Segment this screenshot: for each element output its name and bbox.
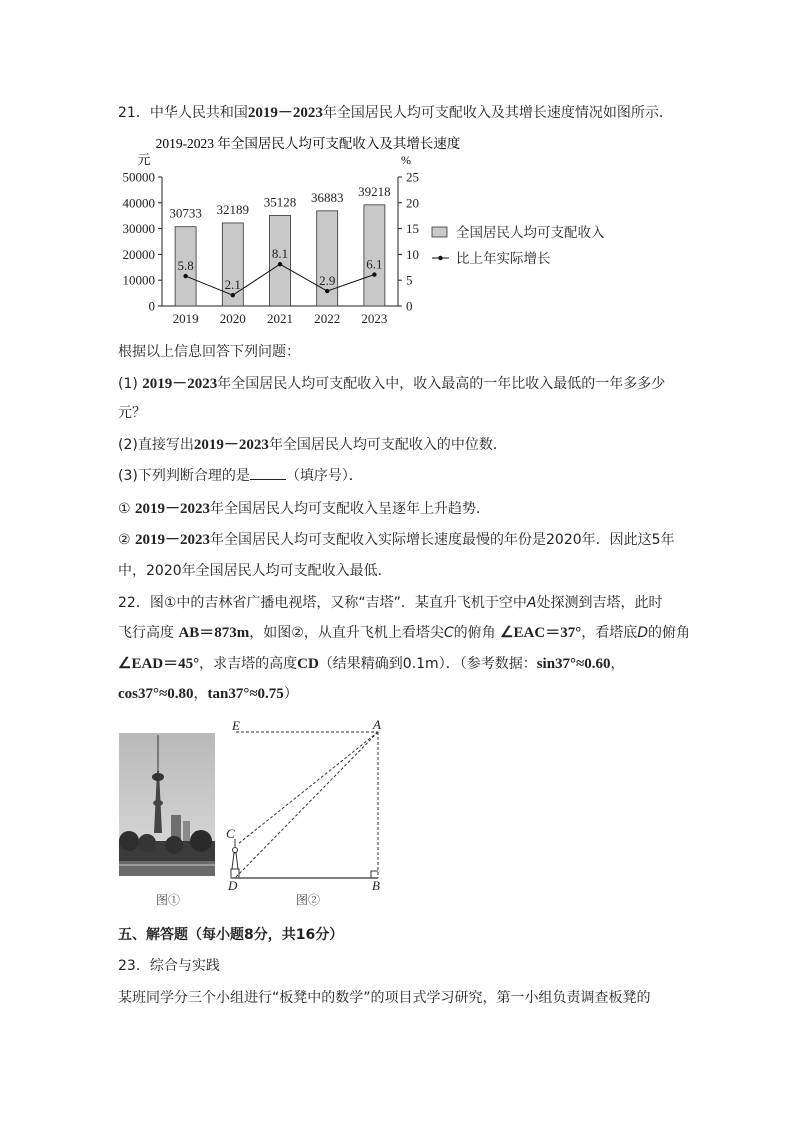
q23-title: 23．综合与实践 (118, 958, 220, 974)
point-a-label: A (373, 717, 381, 732)
tower-icon (231, 839, 239, 878)
q22-line1: 22．图①中的吉林省广播电视塔，又称“吉塔”．某直升飞机于空中A处探测到吉塔，此时 (118, 595, 663, 611)
growth-point (231, 293, 235, 297)
left-tick-label: 50000 (122, 169, 155, 185)
left-tick-label: 30000 (122, 221, 155, 237)
left-tick-label: 0 (148, 298, 155, 314)
growth-point (325, 289, 329, 293)
chart-title: 2019-2023 年全国居民人均可支配收入及其增长速度 (155, 136, 461, 151)
q23-line1: 某班同学分三个小组进行“板凳中的数学”的项目式学习研究，第一小组负责调查板凳的 (118, 990, 651, 1006)
income-bar (364, 205, 385, 306)
right-tick-label: 15 (406, 221, 419, 237)
right-axis-unit: % (401, 153, 411, 167)
income-bar-label: 35128 (263, 194, 297, 210)
right-tick-label: 25 (406, 169, 419, 185)
income-bar-label: 36883 (310, 189, 344, 205)
right-tick-label: 10 (406, 246, 419, 262)
income-bar-label: 32189 (216, 201, 250, 217)
growth-point-label: 5.8 (177, 258, 194, 274)
income-bar-label: 30733 (169, 205, 202, 221)
right-tick-label: 5 (406, 272, 413, 288)
growth-point-label: 6.1 (366, 256, 383, 272)
q22-line4: cos37°≈0.80，tan37°≈0.75） (118, 686, 298, 702)
q22-line3: ∠EAD＝45°，求吉塔的高度CD（结果精确到0.1m）．（参考数据：sin37°≈0.60， (118, 656, 625, 672)
section-5-title: 五、解答题（每小题8分，共16分） (118, 927, 344, 943)
point-d-label: D (228, 878, 238, 893)
growth-point (372, 272, 376, 276)
geometry-diagram (222, 717, 397, 912)
left-tick-label: 40000 (122, 195, 155, 211)
q21-option-2: ② 2019－2023年全国居民人均可支配收入实际增长速度最慢的年份是2020年．因此这5年 (118, 532, 675, 548)
x-tick-label: 2022 (314, 311, 341, 326)
q21-sub3: (3)下列判断合理的是 （填序号）． (118, 468, 363, 484)
right-tick-label: 20 (406, 195, 419, 211)
left-tick-label: 20000 (122, 246, 155, 262)
income-chart (108, 130, 628, 330)
q21-prompt: 根据以上信息回答下列问题： (118, 344, 300, 360)
growth-point (278, 262, 282, 266)
q21-sub1: (1) 2019－2023年全国居民人均可支配收入中，收入最高的一年比收入最低的一年多多少 (118, 376, 666, 392)
q21-intro: 21．中华人民共和国2019－2023年全国居民人均可支配收入及其增长速度情况如图所示． (118, 105, 673, 121)
figure-1-caption: 图① (156, 893, 181, 907)
answer-blank (250, 466, 286, 480)
x-tick-label: 2021 (267, 311, 293, 326)
legend-line-marker (438, 256, 442, 260)
growth-point (183, 274, 187, 278)
point-c-label: C (226, 826, 235, 841)
x-tick-label: 2020 (219, 311, 246, 326)
year-range: 2019－2023 (247, 105, 323, 121)
legend-line-label: 比上年实际增长 (456, 251, 551, 266)
right-tick-label: 0 (406, 298, 413, 314)
growth-point-label: 2.1 (224, 277, 241, 293)
q21-option-2-cont: 中，2020年全国居民人均可支配收入最低． (118, 563, 392, 579)
q21-sub2: (2)直接写出2019－2023年全国居民人均可支配收入的中位数． (118, 437, 507, 453)
point-e-label: E (232, 718, 240, 733)
x-tick-label: 2023 (361, 311, 388, 326)
q22-line2: 飞行高度 AB＝873m，如图②，从直升飞机上看塔尖C的俯角 ∠EAC＝37°，看塔底D的俯角 (118, 625, 690, 641)
chart-plot-area (123, 170, 605, 327)
x-tick-label: 2019 (172, 311, 199, 326)
income-bar-label: 39218 (358, 183, 391, 199)
figure-2-caption: 图② (295, 893, 321, 907)
legend-bar-label: 全国居民人均可支配收入 (456, 225, 605, 240)
tower-photo (119, 733, 215, 876)
q21-option-1: ① 2019－2023年全国居民人均可支配收入呈逐年上升趋势． (118, 501, 491, 517)
point-b-label: B (372, 878, 380, 893)
growth-point-label: 2.9 (319, 273, 336, 289)
left-tick-label: 10000 (122, 272, 155, 288)
legend-bar-swatch (432, 227, 447, 237)
growth-point-label: 8.1 (271, 246, 289, 262)
q21-sub1-cont: 元？ (118, 405, 146, 421)
left-axis-unit: 元 (137, 152, 151, 167)
